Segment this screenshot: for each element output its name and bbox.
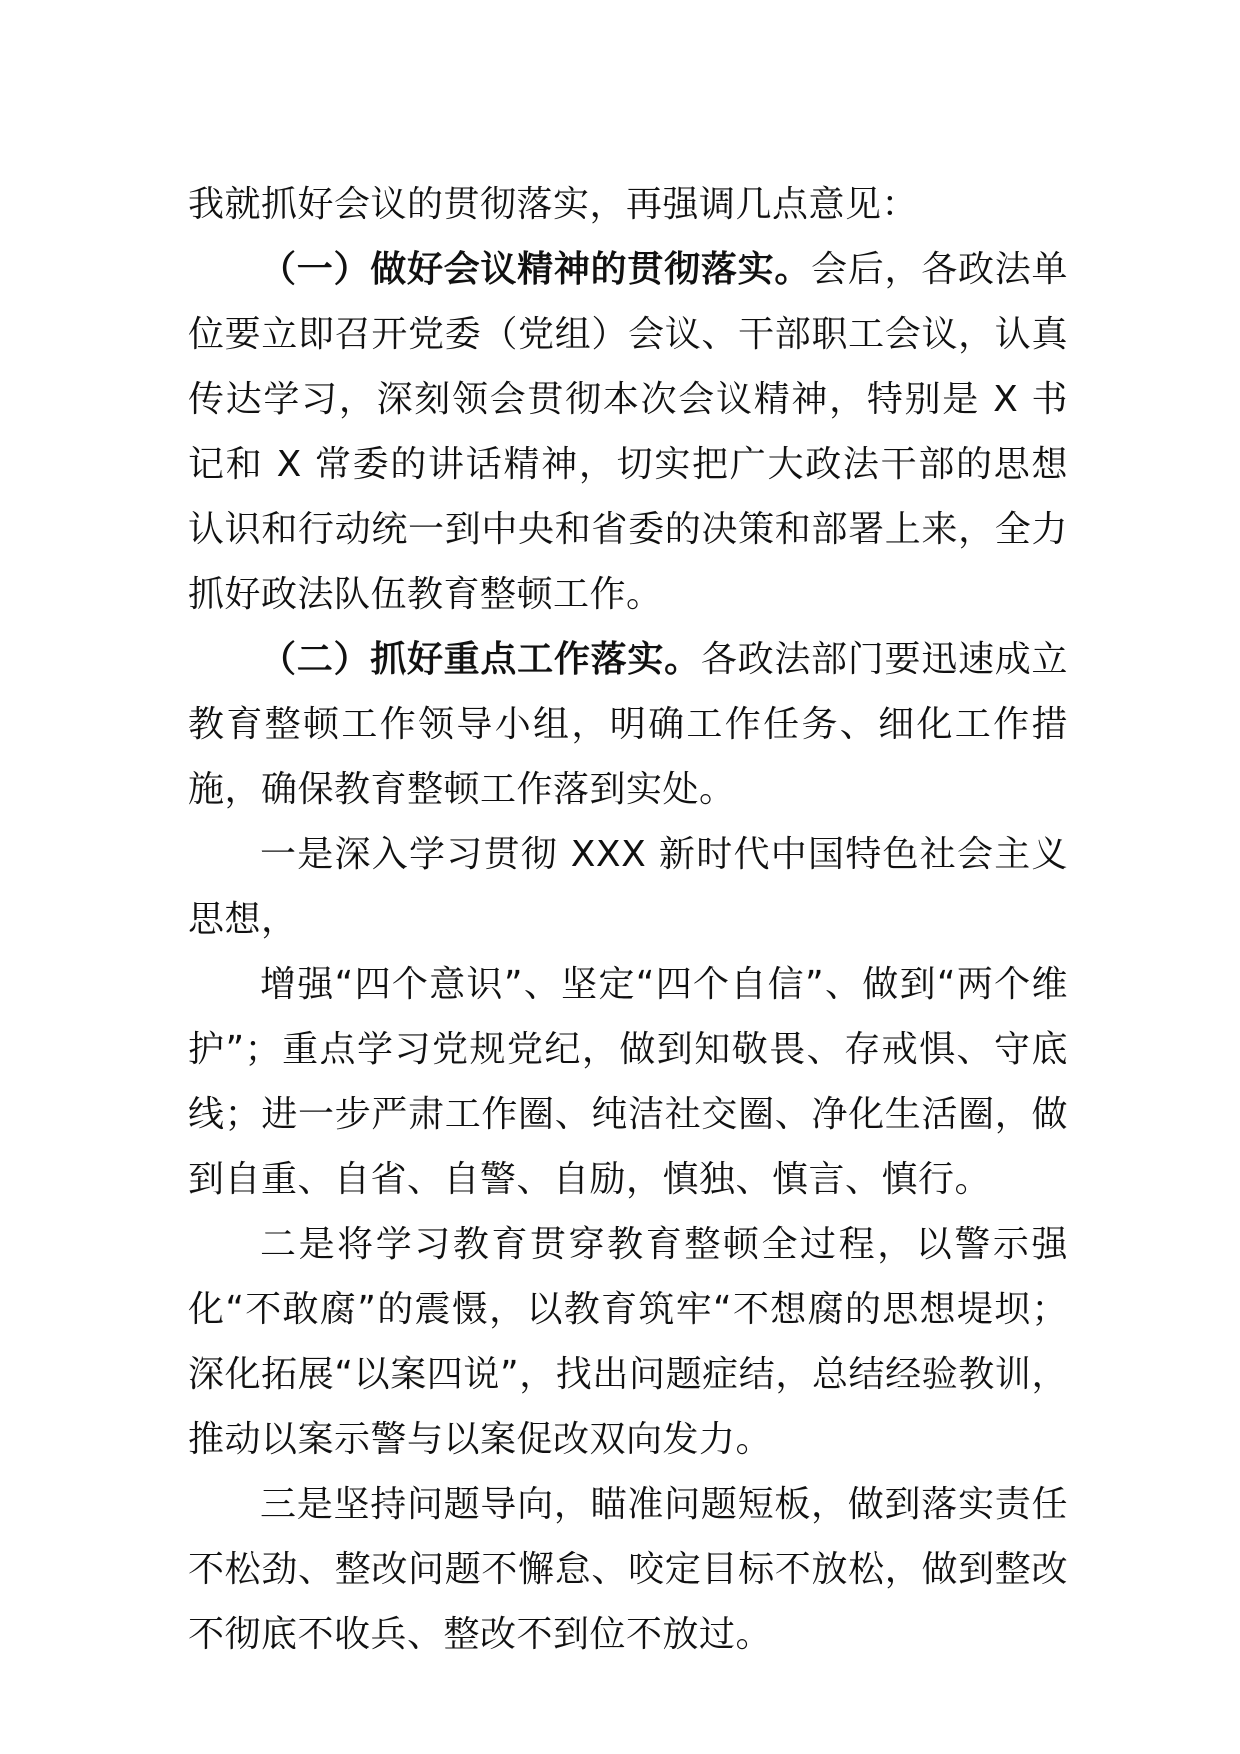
paragraph-intro [188,172,1068,237]
paragraph-section-2 [188,627,1068,822]
paragraph-text: 二是将学习教育贯穿教育整顿全过程，以警示强化“不敢腐”的震慑，以教育筑牢“不想腐的思想堤坝；深化拓展“以案四说”，找出问题症结，总结经验教训，推动以案示警与以案促改双向发力。 [188,1224,1068,1460]
paragraph-point-1-continued [188,952,1068,1212]
paragraph-point-2 [188,1212,1068,1472]
paragraph-text: 三是坚持问题导向，瞄准问题短板，做到落实责任不松劲、整改问题不懈怠、咬定目标不放松，做到整改不彻底不收兵、整改不到位不放过。 [188,1484,1068,1655]
paragraph-section-1 [188,237,1068,627]
paragraph-text: 各政法部门要迅速成立教育整顿工作领导小组，明确工作任务、细化工作措施，确保教育整顿工作落到实处。 [188,639,1068,810]
paragraph-text: 我就抓好会议的贯彻落实，再强调几点意见： [188,184,919,225]
paragraph-point-1 [188,822,1068,952]
paragraph-text: 一是深入学习贯彻 XXX 新时代中国特色社会主义思想， [188,834,1068,940]
section-heading-1: （一）做好会议精神的贯彻落实。 [260,249,812,290]
section-heading-2: （二）抓好重点工作落实。 [260,639,701,680]
paragraph-text: 会后，各政法单位要立即召开党委（党组）会议、干部职工会议，认真传达学习，深刻领会贯彻本次会议精神，特别是 X 书记和 X 常委的讲话精神，切实把广大政法干部的思想认识和行动统一到中央和省委的决策和部署上来，全力抓好政法队伍教育整顿工作。 [188,249,1068,615]
paragraph-text: 增强“四个意识”、坚定“四个自信”、做到“两个维护”；重点学习党规党纪，做到知敬畏、存戒惧、守底线；进一步严肃工作圈、纯洁社交圈、净化生活圈，做到自重、自省、自警、自励，慎独、慎言、慎行。 [188,964,1068,1200]
paragraph-point-3 [188,1472,1068,1667]
document-body [188,172,1068,1667]
